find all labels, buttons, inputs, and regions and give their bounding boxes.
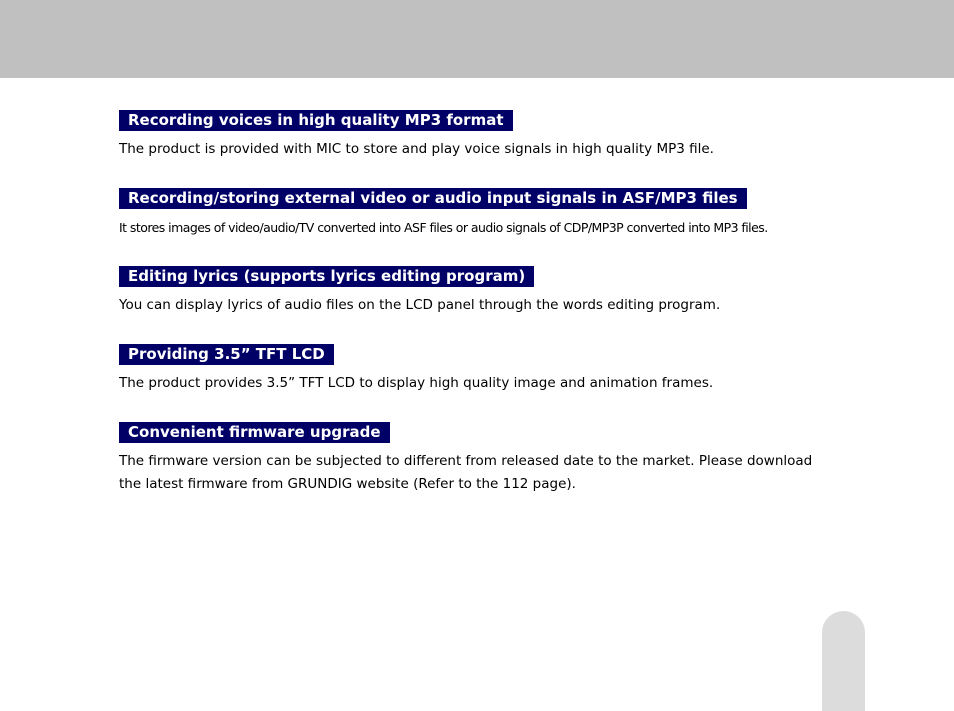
feature-list bbox=[119, 110, 829, 496]
feature-mp3-voice-recording bbox=[119, 110, 829, 161]
section-heading: Recording/storing external video or audio input signals in ASF/MP3 files bbox=[119, 188, 747, 209]
section-heading: Recording voices in high quality MP3 format bbox=[119, 110, 513, 131]
section-spacer bbox=[119, 239, 829, 266]
section-text: You can display lyrics of audio files on the LCD panel through the words editing program. bbox=[119, 297, 721, 313]
feature-firmware-upgrade bbox=[119, 422, 829, 496]
section-heading: Providing 3.5” TFT LCD bbox=[119, 344, 334, 365]
section-heading: Editing lyrics (supports lyrics editing program) bbox=[119, 266, 534, 287]
section-text: The product provides 3.5” TFT LCD to display high quality image and animation frames. bbox=[119, 375, 714, 391]
feature-external-input-recording bbox=[119, 188, 829, 239]
section-spacer bbox=[119, 161, 829, 188]
header-band bbox=[0, 0, 954, 78]
section-spacer bbox=[119, 395, 829, 422]
page-tab bbox=[822, 611, 865, 711]
section-spacer bbox=[119, 317, 829, 344]
section-text: The product is provided with MIC to store and play voice signals in high quality MP3 file. bbox=[119, 141, 714, 157]
feature-lyrics-editing bbox=[119, 266, 829, 317]
section-text: The firmware version can be subjected to different from released date to the market. Please download the latest firmware from GRUNDIG website (Refer to the 112 page). bbox=[119, 453, 813, 492]
feature-tft-lcd bbox=[119, 344, 829, 395]
section-text: It stores images of video/audio/TV converted into ASF files or audio signals of CDP/MP3P converted into MP3 files. bbox=[119, 220, 768, 235]
section-heading: Convenient firmware upgrade bbox=[119, 422, 390, 443]
